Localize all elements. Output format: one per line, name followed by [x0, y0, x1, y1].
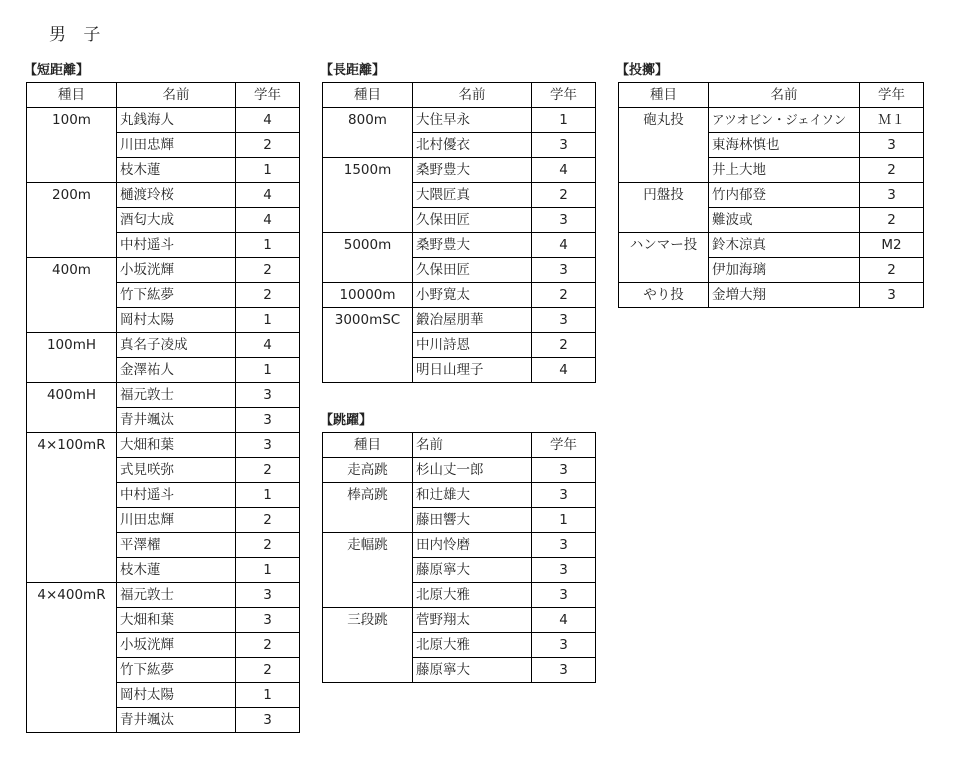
table-row — [27, 658, 300, 683]
event-cell — [27, 483, 117, 508]
table-row — [27, 408, 300, 433]
table-row — [27, 133, 300, 158]
name-cell: 明日山理子 — [413, 358, 532, 383]
table-header-row — [323, 83, 596, 108]
name-cell: 丸銭海人 — [117, 108, 236, 133]
name-cell: 川田忠輝 — [117, 508, 236, 533]
table-row — [27, 308, 300, 333]
event-cell — [323, 558, 413, 583]
event-cell — [323, 583, 413, 608]
event-cell — [323, 333, 413, 358]
year-cell: 3 — [236, 408, 300, 433]
name-cell: 久保田匠 — [413, 258, 532, 283]
year-cell: 4 — [532, 158, 596, 183]
table-row — [323, 358, 596, 383]
year-cell: 3 — [236, 708, 300, 733]
table-row — [323, 133, 596, 158]
table-header-row — [323, 433, 596, 458]
year-cell: 2 — [532, 183, 596, 208]
event-cell: 10000m — [323, 283, 413, 308]
table-row — [323, 583, 596, 608]
year-cell: 3 — [532, 483, 596, 508]
event-cell: 100m — [27, 108, 117, 133]
throws-table — [618, 82, 924, 308]
event-cell — [27, 558, 117, 583]
event-cell — [27, 233, 117, 258]
name-cell: 藤原寧大 — [413, 558, 532, 583]
name-column-header: 名前 — [413, 83, 532, 108]
event-cell: 三段跳 — [323, 608, 413, 633]
name-cell: 大畑和葉 — [117, 433, 236, 458]
year-column-header: 学年 — [532, 83, 596, 108]
event-cell: 走幅跳 — [323, 533, 413, 558]
table-row — [323, 508, 596, 533]
name-cell: 杉山丈一郎 — [413, 458, 532, 483]
year-cell: 3 — [532, 458, 596, 483]
year-cell: 2 — [236, 508, 300, 533]
name-cell: 青井颯汰 — [117, 708, 236, 733]
name-cell: 鈴木涼真 — [709, 233, 860, 258]
year-cell: 1 — [532, 508, 596, 533]
year-cell: 4 — [532, 233, 596, 258]
event-cell — [27, 283, 117, 308]
year-cell: 3 — [860, 283, 924, 308]
year-cell: 3 — [532, 258, 596, 283]
year-cell: 3 — [532, 533, 596, 558]
table-row — [27, 433, 300, 458]
table-row — [27, 383, 300, 408]
year-cell: Ｍ１ — [860, 108, 924, 133]
event-cell: やり投 — [619, 283, 709, 308]
name-cell: 井上大地 — [709, 158, 860, 183]
year-cell: 2 — [860, 258, 924, 283]
name-cell: 酒匂大成 — [117, 208, 236, 233]
table-header-row — [619, 83, 924, 108]
name-cell: 青井颯汰 — [117, 408, 236, 433]
table-row — [619, 108, 924, 133]
event-cell — [619, 208, 709, 233]
year-cell: 1 — [236, 483, 300, 508]
name-cell: 中村遥斗 — [117, 233, 236, 258]
table-row — [619, 208, 924, 233]
table-row — [323, 183, 596, 208]
event-cell — [27, 408, 117, 433]
event-cell — [27, 133, 117, 158]
year-cell: 2 — [532, 283, 596, 308]
event-cell: 800m — [323, 108, 413, 133]
year-cell: 3 — [532, 583, 596, 608]
table-row — [323, 233, 596, 258]
year-cell: 2 — [236, 283, 300, 308]
year-cell: 4 — [236, 108, 300, 133]
event-cell: 400mH — [27, 383, 117, 408]
distance-table — [322, 82, 596, 383]
name-cell: 和辻雄大 — [413, 483, 532, 508]
year-cell: 1 — [236, 233, 300, 258]
name-cell: 枝木蓮 — [117, 558, 236, 583]
year-cell: 1 — [236, 558, 300, 583]
year-cell: 2 — [860, 158, 924, 183]
event-cell: 4×400mR — [27, 583, 117, 608]
event-column-header: 種目 — [323, 83, 413, 108]
name-cell: 藤原寧大 — [413, 658, 532, 683]
name-cell: 東海林慎也 — [709, 133, 860, 158]
year-cell: 1 — [236, 158, 300, 183]
year-cell: 3 — [532, 558, 596, 583]
name-cell: 鍛冶屋朋華 — [413, 308, 532, 333]
event-cell: 棒高跳 — [323, 483, 413, 508]
event-cell — [323, 183, 413, 208]
name-cell: 北原大雅 — [413, 633, 532, 658]
event-cell: 砲丸投 — [619, 108, 709, 133]
name-cell: アツオビン・ジェイソン — [709, 108, 860, 133]
throws-section — [618, 60, 924, 308]
event-cell — [323, 208, 413, 233]
year-cell: 3 — [236, 608, 300, 633]
table-row — [619, 183, 924, 208]
year-cell: 1 — [532, 108, 596, 133]
table-row — [323, 283, 596, 308]
table-row — [27, 483, 300, 508]
jumps-heading: 【跳躍】 — [320, 413, 373, 428]
table-row — [619, 233, 924, 258]
event-cell: 200m — [27, 183, 117, 208]
year-cell: 3 — [532, 133, 596, 158]
name-column-header: 名前 — [117, 83, 236, 108]
name-cell: 真名子凌成 — [117, 333, 236, 358]
event-cell — [27, 683, 117, 708]
name-cell: 中村遥斗 — [117, 483, 236, 508]
table-row — [27, 683, 300, 708]
event-column-header: 種目 — [619, 83, 709, 108]
name-cell: 大住早永 — [413, 108, 532, 133]
table-row — [323, 458, 596, 483]
table-row — [323, 483, 596, 508]
name-cell: 小野寛太 — [413, 283, 532, 308]
year-column-header: 学年 — [860, 83, 924, 108]
throws-heading: 【投擲】 — [616, 63, 669, 78]
event-cell — [27, 533, 117, 558]
name-cell: 枝木蓮 — [117, 158, 236, 183]
name-cell: 福元敦士 — [117, 583, 236, 608]
event-cell — [619, 258, 709, 283]
table-row — [27, 358, 300, 383]
year-column-header: 学年 — [236, 83, 300, 108]
event-cell: 100mH — [27, 333, 117, 358]
table-row — [619, 158, 924, 183]
table-row — [27, 258, 300, 283]
event-cell: 5000m — [323, 233, 413, 258]
year-cell: 3 — [532, 208, 596, 233]
sprint-table — [26, 82, 300, 733]
name-cell: 岡村太陽 — [117, 683, 236, 708]
year-cell: 4 — [532, 358, 596, 383]
event-cell — [619, 158, 709, 183]
event-cell — [323, 508, 413, 533]
table-row — [323, 308, 596, 333]
table-row — [323, 558, 596, 583]
year-cell: 2 — [236, 258, 300, 283]
table-row — [27, 708, 300, 733]
event-cell — [323, 633, 413, 658]
table-row — [27, 233, 300, 258]
name-cell: 大畑和葉 — [117, 608, 236, 633]
year-cell: 3 — [236, 383, 300, 408]
year-cell: 4 — [236, 208, 300, 233]
event-cell — [27, 308, 117, 333]
table-row — [27, 608, 300, 633]
event-cell — [323, 258, 413, 283]
event-cell — [27, 358, 117, 383]
table-row — [27, 283, 300, 308]
event-column-header: 種目 — [27, 83, 117, 108]
name-cell: 平澤櫂 — [117, 533, 236, 558]
year-cell: 2 — [236, 133, 300, 158]
name-column-header: 名前 — [709, 83, 860, 108]
name-cell: 伊加海璃 — [709, 258, 860, 283]
year-cell: 4 — [236, 183, 300, 208]
year-cell: M2 — [860, 233, 924, 258]
year-cell: 1 — [236, 683, 300, 708]
event-cell — [27, 708, 117, 733]
table-row — [323, 108, 596, 133]
year-cell: 1 — [236, 358, 300, 383]
sprint-section — [26, 60, 300, 733]
name-cell: 竹下紘夢 — [117, 283, 236, 308]
year-cell: 3 — [532, 633, 596, 658]
year-cell: 1 — [236, 308, 300, 333]
table-row — [27, 208, 300, 233]
table-row — [323, 258, 596, 283]
distance-heading: 【長距離】 — [320, 63, 386, 78]
event-cell — [27, 608, 117, 633]
table-row — [27, 333, 300, 358]
event-cell — [27, 508, 117, 533]
year-cell: 2 — [532, 333, 596, 358]
name-column-header-label: 名前 — [416, 437, 443, 453]
year-cell: 3 — [860, 133, 924, 158]
event-cell: 1500m — [323, 158, 413, 183]
event-cell — [27, 633, 117, 658]
event-cell: 400m — [27, 258, 117, 283]
table-row — [27, 458, 300, 483]
name-cell: 難波或 — [709, 208, 860, 233]
year-cell: 2 — [236, 658, 300, 683]
table-row — [323, 158, 596, 183]
name-cell: 竹下紘夢 — [117, 658, 236, 683]
table-row — [619, 258, 924, 283]
sprint-heading: 【短距離】 — [24, 63, 90, 78]
year-cell: 3 — [532, 658, 596, 683]
event-cell: 円盤投 — [619, 183, 709, 208]
year-cell: 3 — [532, 308, 596, 333]
name-cell: 大隈匠真 — [413, 183, 532, 208]
name-cell: 桑野豊大 — [413, 158, 532, 183]
year-cell: 2 — [860, 208, 924, 233]
table-row — [323, 608, 596, 633]
table-row — [619, 133, 924, 158]
name-cell: 岡村太陽 — [117, 308, 236, 333]
event-cell — [27, 658, 117, 683]
name-cell: 北村優衣 — [413, 133, 532, 158]
table-row — [27, 583, 300, 608]
year-cell: 2 — [236, 533, 300, 558]
table-header-row — [27, 83, 300, 108]
event-cell — [27, 458, 117, 483]
page-title: 男 子 — [49, 25, 107, 45]
table-row — [323, 333, 596, 358]
name-cell: 小坂洸輝 — [117, 633, 236, 658]
name-cell: 竹内郁登 — [709, 183, 860, 208]
name-cell: 金増大翔 — [709, 283, 860, 308]
table-row — [27, 108, 300, 133]
table-row — [27, 508, 300, 533]
event-cell — [323, 133, 413, 158]
name-cell: 樋渡玲桜 — [117, 183, 236, 208]
jumps-table — [322, 432, 596, 683]
event-cell — [619, 133, 709, 158]
name-cell: 福元敦士 — [117, 383, 236, 408]
table-row — [27, 533, 300, 558]
name-cell: 田内怜磨 — [413, 533, 532, 558]
event-cell — [323, 658, 413, 683]
name-cell: 小坂洸輝 — [117, 258, 236, 283]
event-cell — [323, 358, 413, 383]
name-cell: 川田忠輝 — [117, 133, 236, 158]
name-cell: 北原大雅 — [413, 583, 532, 608]
table-row — [619, 283, 924, 308]
distance-section — [322, 60, 596, 383]
event-cell: 走高跳 — [323, 458, 413, 483]
name-column-header — [413, 433, 532, 458]
event-cell: 3000mSC — [323, 308, 413, 333]
table-row — [323, 533, 596, 558]
jumps-section — [322, 410, 596, 683]
event-cell — [27, 158, 117, 183]
table-row — [27, 633, 300, 658]
table-row — [323, 633, 596, 658]
name-cell: 式見咲弥 — [117, 458, 236, 483]
table-row — [323, 208, 596, 233]
name-cell: 桑野豊大 — [413, 233, 532, 258]
table-row — [323, 658, 596, 683]
name-cell: 藤田響大 — [413, 508, 532, 533]
year-column-header: 学年 — [532, 433, 596, 458]
table-row — [27, 158, 300, 183]
year-cell: 3 — [236, 433, 300, 458]
name-cell: 金澤祐人 — [117, 358, 236, 383]
table-row — [27, 183, 300, 208]
event-cell: ハンマー投 — [619, 233, 709, 258]
year-cell: 2 — [236, 633, 300, 658]
table-row — [27, 558, 300, 583]
year-cell: 2 — [236, 458, 300, 483]
year-cell: 3 — [236, 583, 300, 608]
event-cell: 4×100mR — [27, 433, 117, 458]
year-cell: 3 — [860, 183, 924, 208]
name-cell: 中川詩恩 — [413, 333, 532, 358]
event-column-header: 種目 — [323, 433, 413, 458]
name-cell: 菅野翔太 — [413, 608, 532, 633]
year-cell: 4 — [236, 333, 300, 358]
year-cell: 4 — [532, 608, 596, 633]
event-cell — [27, 208, 117, 233]
name-cell: 久保田匠 — [413, 208, 532, 233]
